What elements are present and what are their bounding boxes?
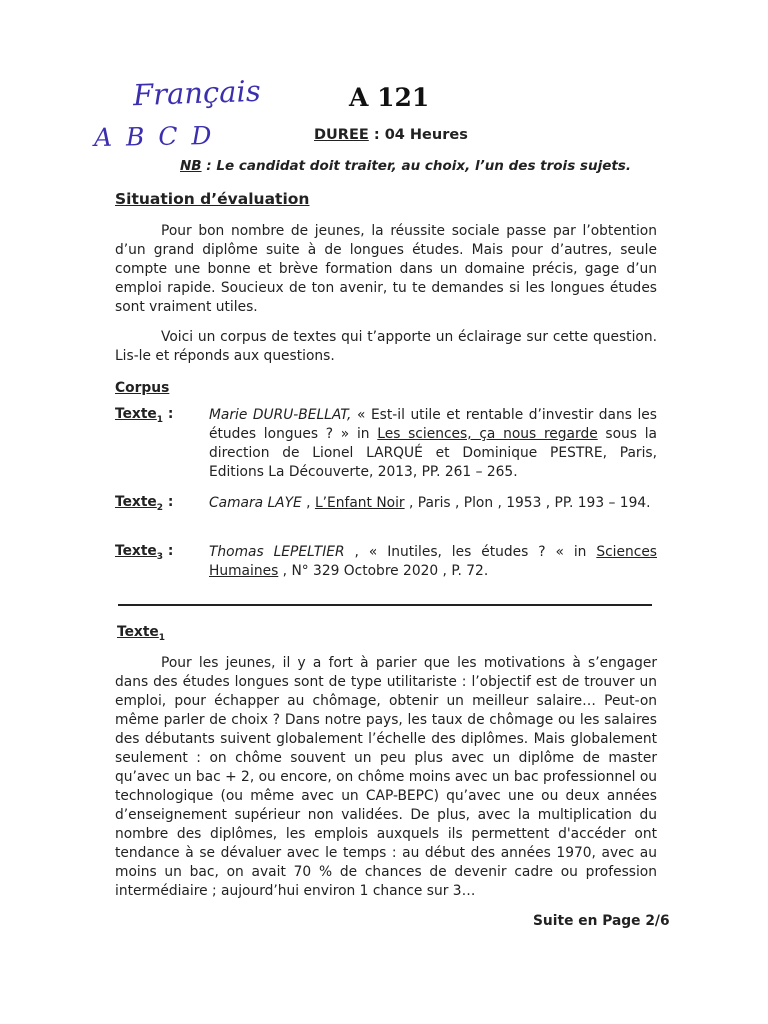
- corpus-text-3-label: Texte$_3$ :: [115, 543, 174, 562]
- corpus-text-label: Texte: [115, 543, 157, 559]
- corpus-text-3-reference: [209, 543, 657, 581]
- text-1-heading: [117, 624, 165, 643]
- duration-value: : 04 Heures: [368, 127, 468, 143]
- nb-note: [180, 158, 631, 174]
- corpus-publication: , N° 329 Octobre 2020 , P. 72.: [278, 563, 489, 579]
- continued-on-page: Suite en Page 2/6: [533, 913, 670, 929]
- duration: [314, 127, 468, 143]
- nb-text: : Le candidat doit traiter, au choix, l’un des trois sujets.: [201, 158, 631, 174]
- corpus-source: L’Enfant Noir: [314, 495, 405, 511]
- corpus-text-1-label: Texte$_1$ :: [115, 406, 174, 425]
- exam-code: A 121: [349, 83, 430, 112]
- corpus-author: Marie DURU-BELLAT,: [209, 407, 352, 423]
- corpus-text-2-reference: [209, 494, 657, 513]
- corpus-text-label: Texte: [115, 406, 157, 422]
- corpus-text-2-label: Texte$_2$ :: [115, 494, 174, 513]
- corpus-text-index: 1: [156, 414, 164, 425]
- corpus-author: Thomas LEPELTIER: [209, 544, 345, 560]
- corpus-text-index: 3: [156, 551, 164, 562]
- situation-paragraph-1: [115, 222, 657, 317]
- section-divider: [118, 604, 652, 606]
- corpus-title: « Est-il utile et rentable d’investir dans les études longues ? » in: [209, 407, 657, 442]
- text-1-body: [115, 654, 657, 901]
- corpus-separator: ,: [301, 495, 315, 511]
- corpus-text-1-reference: [209, 406, 657, 482]
- corpus-text-label: Texte: [115, 494, 157, 510]
- corpus-title: , « Inutiles, les études ? « in: [344, 544, 597, 560]
- situation-paragraph-1-text: Pour bon nombre de jeunes, la réussite sociale passe par l’obtention d’un grand diplôme suite à de longues études. Mais pour d’autres, seule compte une bonne et brève formation dans un domaine précis, gage d’un emploi rapide. Soucieux de ton avenir, tu te demandes si les longues études sont vraiment utiles.: [115, 223, 657, 315]
- duration-label: DUREE: [314, 127, 369, 143]
- text-1-body-text: Pour les jeunes, il y a fort à parier que les motivations à s’engager dans des études longues sont de type utilitariste : l’objectif est de trouver un emploi, pour échapper au chômage, obtenir un meilleur salaire… Peut-on même parler de choix ? Dans notre pays, les taux de chômage ou les salaires des débutants suivent globalement l’échelle des diplômes. Mais globalement seulement : on chôme souvent un peu plus avec un diplôme de master qu’avec un bac + 2, ou encore, on chôme moins avec un bac professionnel ou technologique (ou même avec un CAP-BEPC) qu’avec une ou deux années d’enseignement supérieur non validées. De plus, avec la multiplication du nombre des diplômes, les emplois auxquels ils permettent d'accéder ont tendance à se dévaluer avec le temps : au début des années 1970, avec au moins un bac, on avait 70 % de chances de devenir cadre ou profession intermédiaire ; aujourd’hui environ 1 chance sur 3…: [115, 655, 657, 899]
- text-1-index: 1: [158, 632, 166, 643]
- corpus-author: Camara LAYE: [209, 495, 302, 511]
- corpus-source: Les sciences, ça nous regarde: [377, 426, 598, 442]
- situation-paragraph-2: [115, 328, 657, 366]
- situation-paragraph-2-text: Voici un corpus de textes qui t’apporte un éclairage sur cette question. Lis-le et réponds aux questions.: [115, 329, 657, 364]
- text-1-label: Texte: [117, 624, 159, 640]
- handwritten-subject: Français: [132, 73, 262, 113]
- corpus-heading: Corpus: [115, 380, 170, 396]
- situation-heading: Situation d’évaluation: [115, 190, 310, 208]
- nb-label: NB: [180, 158, 202, 174]
- corpus-publication: sous la direction de Lionel LARQUÉ et Dominique PESTRE, Paris, Editions La Découverte, 2013, PP. 261 – 265.: [209, 426, 658, 480]
- corpus-publication: , Paris , Plon , 1953 , PP. 193 – 194.: [404, 495, 651, 511]
- handwritten-series: A B C D: [93, 120, 215, 153]
- corpus-text-index: 2: [156, 502, 164, 513]
- corpus-source: Sciences Humaines: [209, 544, 657, 579]
